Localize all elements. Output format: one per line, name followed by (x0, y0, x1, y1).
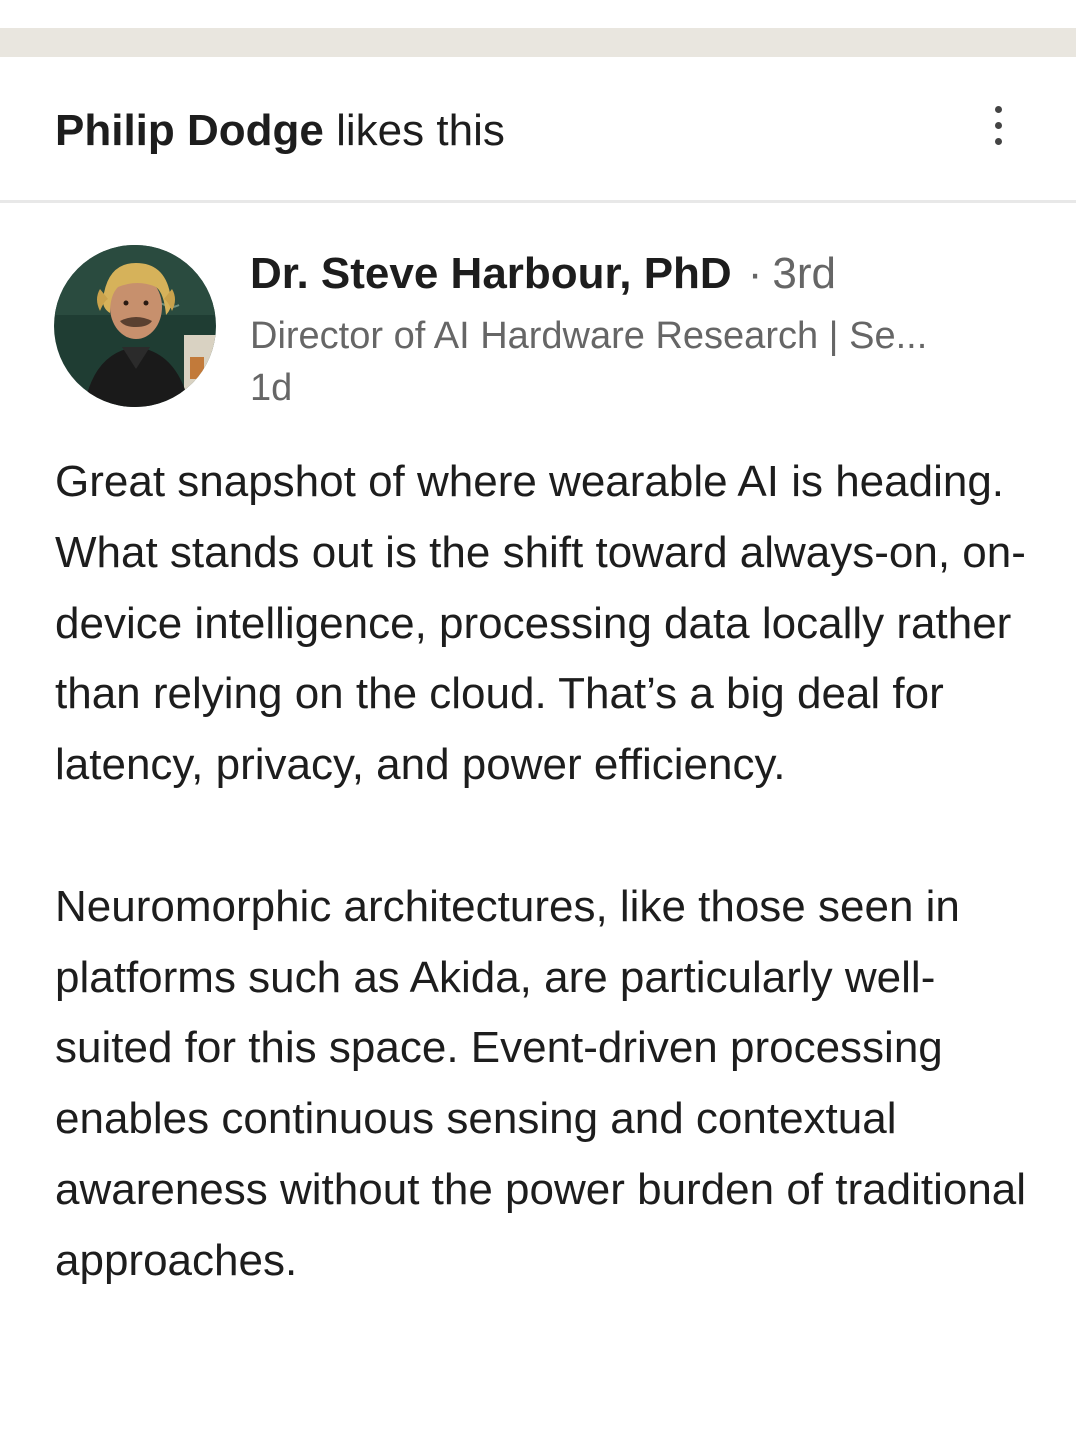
post-paragraph: Great snapshot of where wearable AI is heading. What stands out is the shift toward always-on, on-device intelligence, processing data locally rather than relying on the cloud. That’s a big deal for latency, privacy, and power efficiency. (55, 457, 1026, 790)
social-activity-header (0, 57, 1076, 203)
author-headline: Director of AI Hardware Research | Se... (250, 315, 928, 357)
author-avatar[interactable] (54, 245, 216, 407)
social-activity-text (55, 105, 505, 157)
top-spacer (0, 0, 1076, 28)
post-timestamp: 1d (250, 367, 293, 409)
connection-degree: 3rd (772, 249, 836, 298)
activity-action: likes this (336, 106, 505, 155)
author-name[interactable]: Dr. Steve Harbour, PhD (250, 249, 732, 298)
post-paragraph: Neuromorphic architectures, like those seen in platforms such as Akida, are particularly well-suited for this space. Event-driven processing enables continuous sensing and contextual awareness without the power burden of traditional approaches. (55, 881, 1027, 1285)
more-vertical-icon (995, 106, 1002, 145)
actor-name[interactable]: Philip Dodge (55, 106, 324, 155)
author-photo (54, 245, 216, 407)
feed-separator-band (0, 28, 1076, 57)
author-line (250, 246, 1010, 302)
more-options-button[interactable] (976, 97, 1020, 153)
author-info (250, 246, 1010, 412)
separator-dot: · (747, 249, 763, 298)
post-text (55, 447, 1045, 1297)
